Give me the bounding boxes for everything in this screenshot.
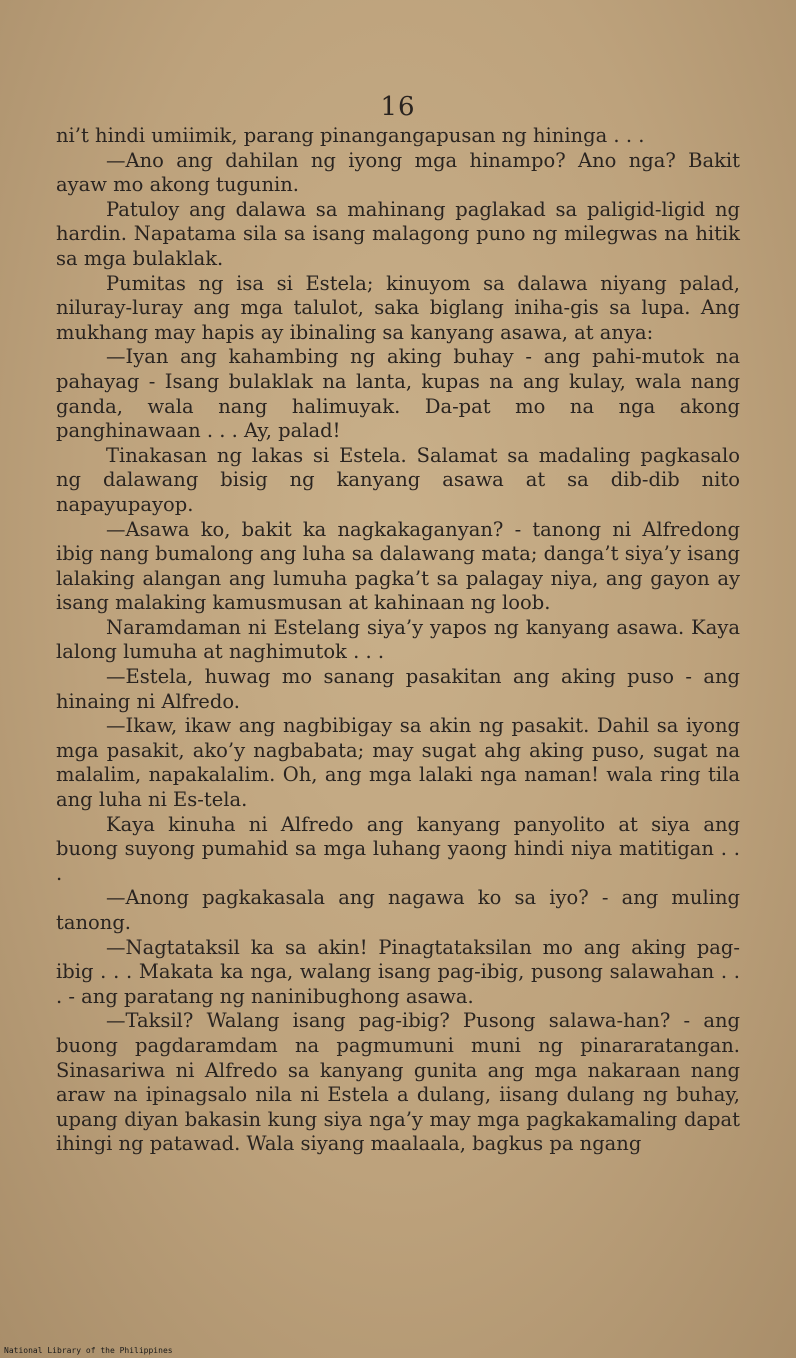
library-watermark: National Library of the Philippines	[4, 1346, 173, 1355]
paragraph: Patuloy ang dalawa sa mahinang paglakad sa paligid-ligid ng hardin. Napatama sila sa isang malagong puno ng milegwas na hitik sa mga bulaklak.	[56, 197, 740, 270]
paragraph: —Ikaw, ikaw ang nagbibigay sa akin ng pasakit. Dahil sa iyong mga pasakit, ako’y nagbabata; may sugat ahg aking puso, sugat na malalim, napakalalim. Oh, ang mga lalaki nga naman! wala ring tila ang luha ni Es-tela.	[56, 714, 740, 812]
paragraph: Naramdaman ni Estelang siya’y yapos ng kanyang asawa. Kaya lalong lumuha at naghimutok . . .	[56, 615, 740, 664]
body-text	[56, 124, 740, 1157]
paragraph: —Iyan ang kahambing ng aking buhay - ang pahi-mutok na pahayag - Isang bulaklak na lanta, kupas na ang kulay, wala nang ganda, wala nang halimuyak. Da-pat mo na nga akong panghinawaan . . . Ay, palad!	[56, 345, 740, 443]
paragraph: Pumitas ng isa si Estela; kinuyom sa dalawa niyang palad, niluray-luray ang mga talulot, saka biglang iniha-gis sa lupa. Ang mukhang may hapis ay ibinaling sa kanyang asawa, at anya:	[56, 271, 740, 344]
paragraph: Tinakasan ng lakas si Estela. Salamat sa madaling pagkasalo ng dalawang bisig ng kanyang asawa at sa dib-dib nito napayupayop.	[56, 443, 740, 516]
paragraph: —Estela, huwag mo sanang pasakitan ang aking puso - ang hinaing ni Alfredo.	[56, 665, 740, 713]
paragraph: —Taksil? Walang isang pag-ibig? Pusong salawa-han? - ang buong pagdaramdam na pagmumuni muni ng pinararatangan. Sinasariwa ni Alfredo sa kanyang gunita ang mga nakaraan nang araw na ipinagsalo nila ni Estela a dulang, iisang dulang ng buhay, upang diyan bakasin kung siya nga’y may mga pagkakamaling dapat ihingi ng patawad. Wala siyang maalaala, bagkus pa ngang	[56, 1009, 740, 1156]
page-number: 16	[380, 92, 416, 122]
paragraph: —Anong pagkakasala ang nagawa ko sa iyo? - ang muling tanong.	[56, 886, 740, 934]
paragraph: ni’t hindi umiimik, parang pinangangapusan ng hininga . . .	[56, 124, 645, 147]
paragraph: —Nagtataksil ka sa akin! Pinagtataksilan mo ang aking pag-ibig . . . Makata ka nga, walang isang pag-ibig, pusong salawahan . . . - ang paratang ng naninibughong asawa.	[56, 935, 740, 1008]
paragraph: —Ano ang dahilan ng iyong mga hinampo? Ano nga? Bakit ayaw mo akong tugunin.	[56, 148, 740, 197]
paragraph: —Asawa ko, bakit ka nagkakaganyan? - tanong ni Alfredong ibig nang bumalong ang luha sa dalawang mata; danga’t siya’y isang lalaking alangan ang lumuha pagka’t sa palagay niya, ang gayon ay isang malaking kamusmusan at kahinaan ng loob.	[56, 517, 740, 615]
paragraph: Kaya kinuha ni Alfredo ang kanyang panyolito at siya ang buong suyong pumahid sa mga luhang yaong hindi niya matitigan . . .	[56, 812, 740, 885]
